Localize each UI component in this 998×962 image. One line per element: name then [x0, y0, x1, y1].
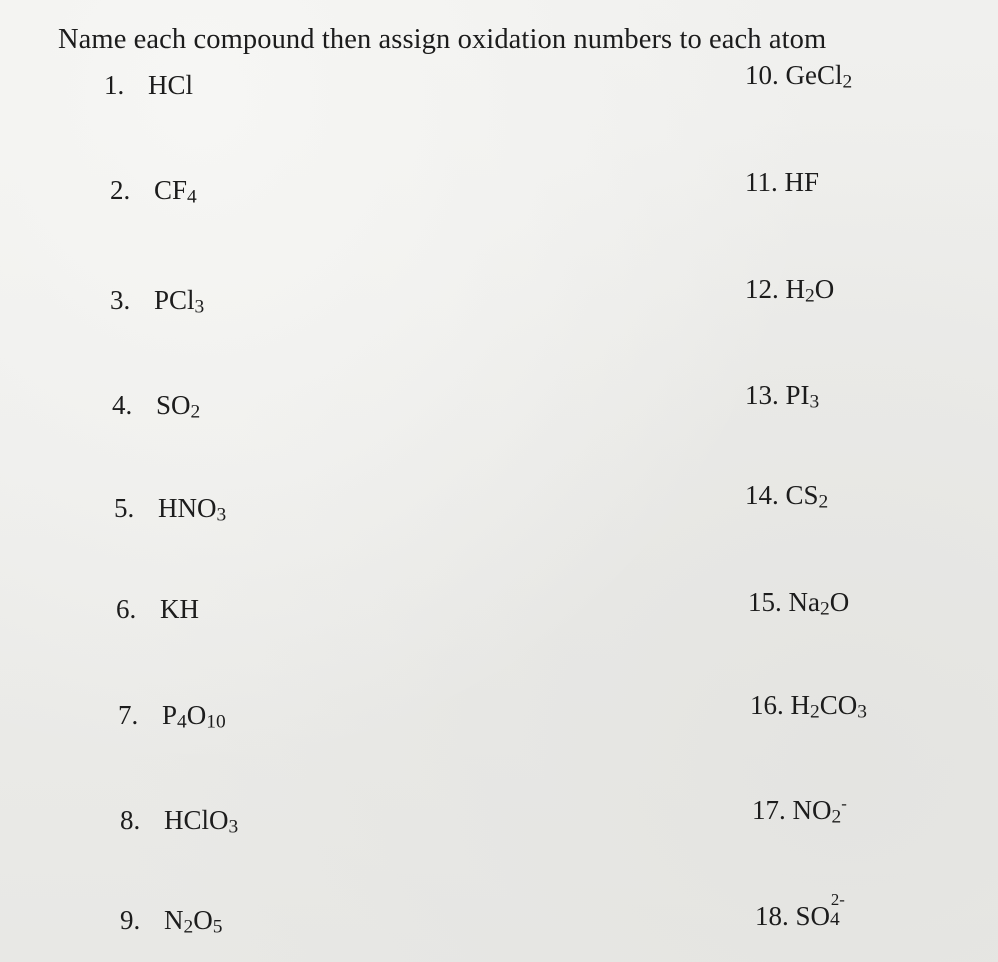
chemical-formula [160, 594, 199, 624]
formula-subscript: 2 [818, 491, 829, 513]
formula-text: O [829, 587, 850, 617]
compound-item [748, 587, 849, 618]
compound-item [120, 805, 238, 836]
compound-item [110, 175, 197, 206]
item-number: 3. [110, 285, 131, 315]
formula-subscript-charge [830, 890, 856, 930]
formula-charge: 2- [830, 890, 845, 910]
compound-item [745, 380, 819, 411]
formula-subscript: 2 [819, 598, 830, 620]
item-number: 15. [748, 587, 782, 617]
item-number: 13. [745, 380, 779, 410]
formula-text: N [164, 905, 184, 935]
compound-item [745, 274, 834, 305]
compound-item [750, 690, 867, 721]
formula-subscript: 2 [842, 71, 853, 93]
chemical-formula [158, 493, 227, 526]
formula-text: O [186, 700, 207, 730]
formula-text: NO [792, 795, 832, 825]
item-number: 18. [755, 901, 789, 931]
chemical-formula [162, 700, 226, 733]
formula-subscript: 3 [216, 504, 227, 526]
compound-item [116, 594, 199, 625]
formula-text: HCl [148, 70, 194, 100]
worksheet-instructions: Name each compound then assign oxidation numbers to each atom [58, 24, 827, 55]
chemical-formula [795, 890, 856, 931]
compound-item [745, 167, 819, 198]
formula-subscript: 5 [212, 916, 223, 938]
item-number: 8. [120, 805, 141, 835]
formula-text: H [790, 690, 810, 720]
item-number: 10. [745, 60, 779, 90]
item-number: 4. [112, 390, 133, 420]
item-number: 14. [745, 480, 779, 510]
formula-subscript: 3 [228, 816, 239, 838]
formula-text: HNO [158, 493, 217, 523]
item-number: 1. [104, 70, 125, 100]
formula-subscript: 2 [183, 916, 194, 938]
chemical-formula [148, 70, 193, 100]
chemical-formula [792, 793, 847, 828]
chemical-formula [785, 167, 820, 197]
formula-text: Na [788, 587, 820, 617]
formula-text: CF [154, 175, 188, 205]
chemical-formula [154, 285, 205, 318]
formula-text: H [785, 274, 805, 304]
formula-subscript: 2 [805, 285, 815, 307]
chemical-formula [785, 380, 820, 413]
formula-text: P [162, 700, 178, 730]
compound-item [745, 60, 852, 91]
chemical-formula [154, 175, 197, 208]
chemical-formula [156, 390, 201, 423]
formula-subscript: 2 [831, 806, 842, 828]
formula-text: KH [160, 594, 199, 624]
formula-text: CO [819, 690, 858, 720]
formula-subscript: 4 [187, 186, 197, 208]
item-number: 2. [110, 175, 131, 205]
formula-subscript: 3 [809, 391, 820, 413]
formula-text: O [814, 274, 835, 304]
compound-item [752, 795, 847, 826]
chemical-formula [164, 805, 239, 838]
formula-text: HClO [164, 805, 229, 835]
formula-text: SO [795, 901, 831, 931]
chemical-formula [788, 587, 850, 620]
compound-item [120, 905, 222, 936]
compound-item [104, 70, 193, 101]
formula-text: CS [785, 480, 819, 510]
chemical-formula [785, 274, 835, 307]
formula-subscript: 3 [857, 701, 867, 723]
formula-subscript: 2 [190, 401, 201, 423]
formula-subscript: 10 [206, 711, 226, 733]
formula-subscript: 4 [177, 711, 187, 733]
compound-item [114, 493, 226, 524]
chemical-formula [785, 480, 829, 513]
formula-subscript: 2 [810, 701, 820, 723]
item-number: 6. [116, 594, 137, 624]
formula-text: PI [785, 380, 810, 410]
item-number: 5. [114, 493, 135, 523]
item-number: 12. [745, 274, 779, 304]
formula-text: O [193, 905, 213, 935]
compound-item [745, 480, 828, 511]
compound-item [112, 390, 200, 421]
item-number: 16. [750, 690, 784, 720]
item-number: 7. [118, 700, 139, 730]
formula-subscript: 3 [194, 296, 205, 318]
formula-text: PCl [154, 285, 195, 315]
compound-item [110, 285, 204, 316]
chemical-formula [785, 60, 853, 93]
formula-subscript: 4 [830, 908, 840, 930]
formula-text: GeCl [785, 60, 843, 90]
chemical-formula [790, 690, 867, 723]
formula-text: HF [784, 167, 820, 197]
formula-charge: - [841, 793, 847, 813]
compound-item [118, 700, 226, 731]
item-number: 17. [752, 795, 786, 825]
chemical-formula [164, 905, 223, 938]
item-number: 11. [745, 167, 778, 197]
item-number: 9. [120, 905, 141, 935]
compound-item [755, 890, 856, 932]
formula-text: SO [156, 390, 191, 420]
